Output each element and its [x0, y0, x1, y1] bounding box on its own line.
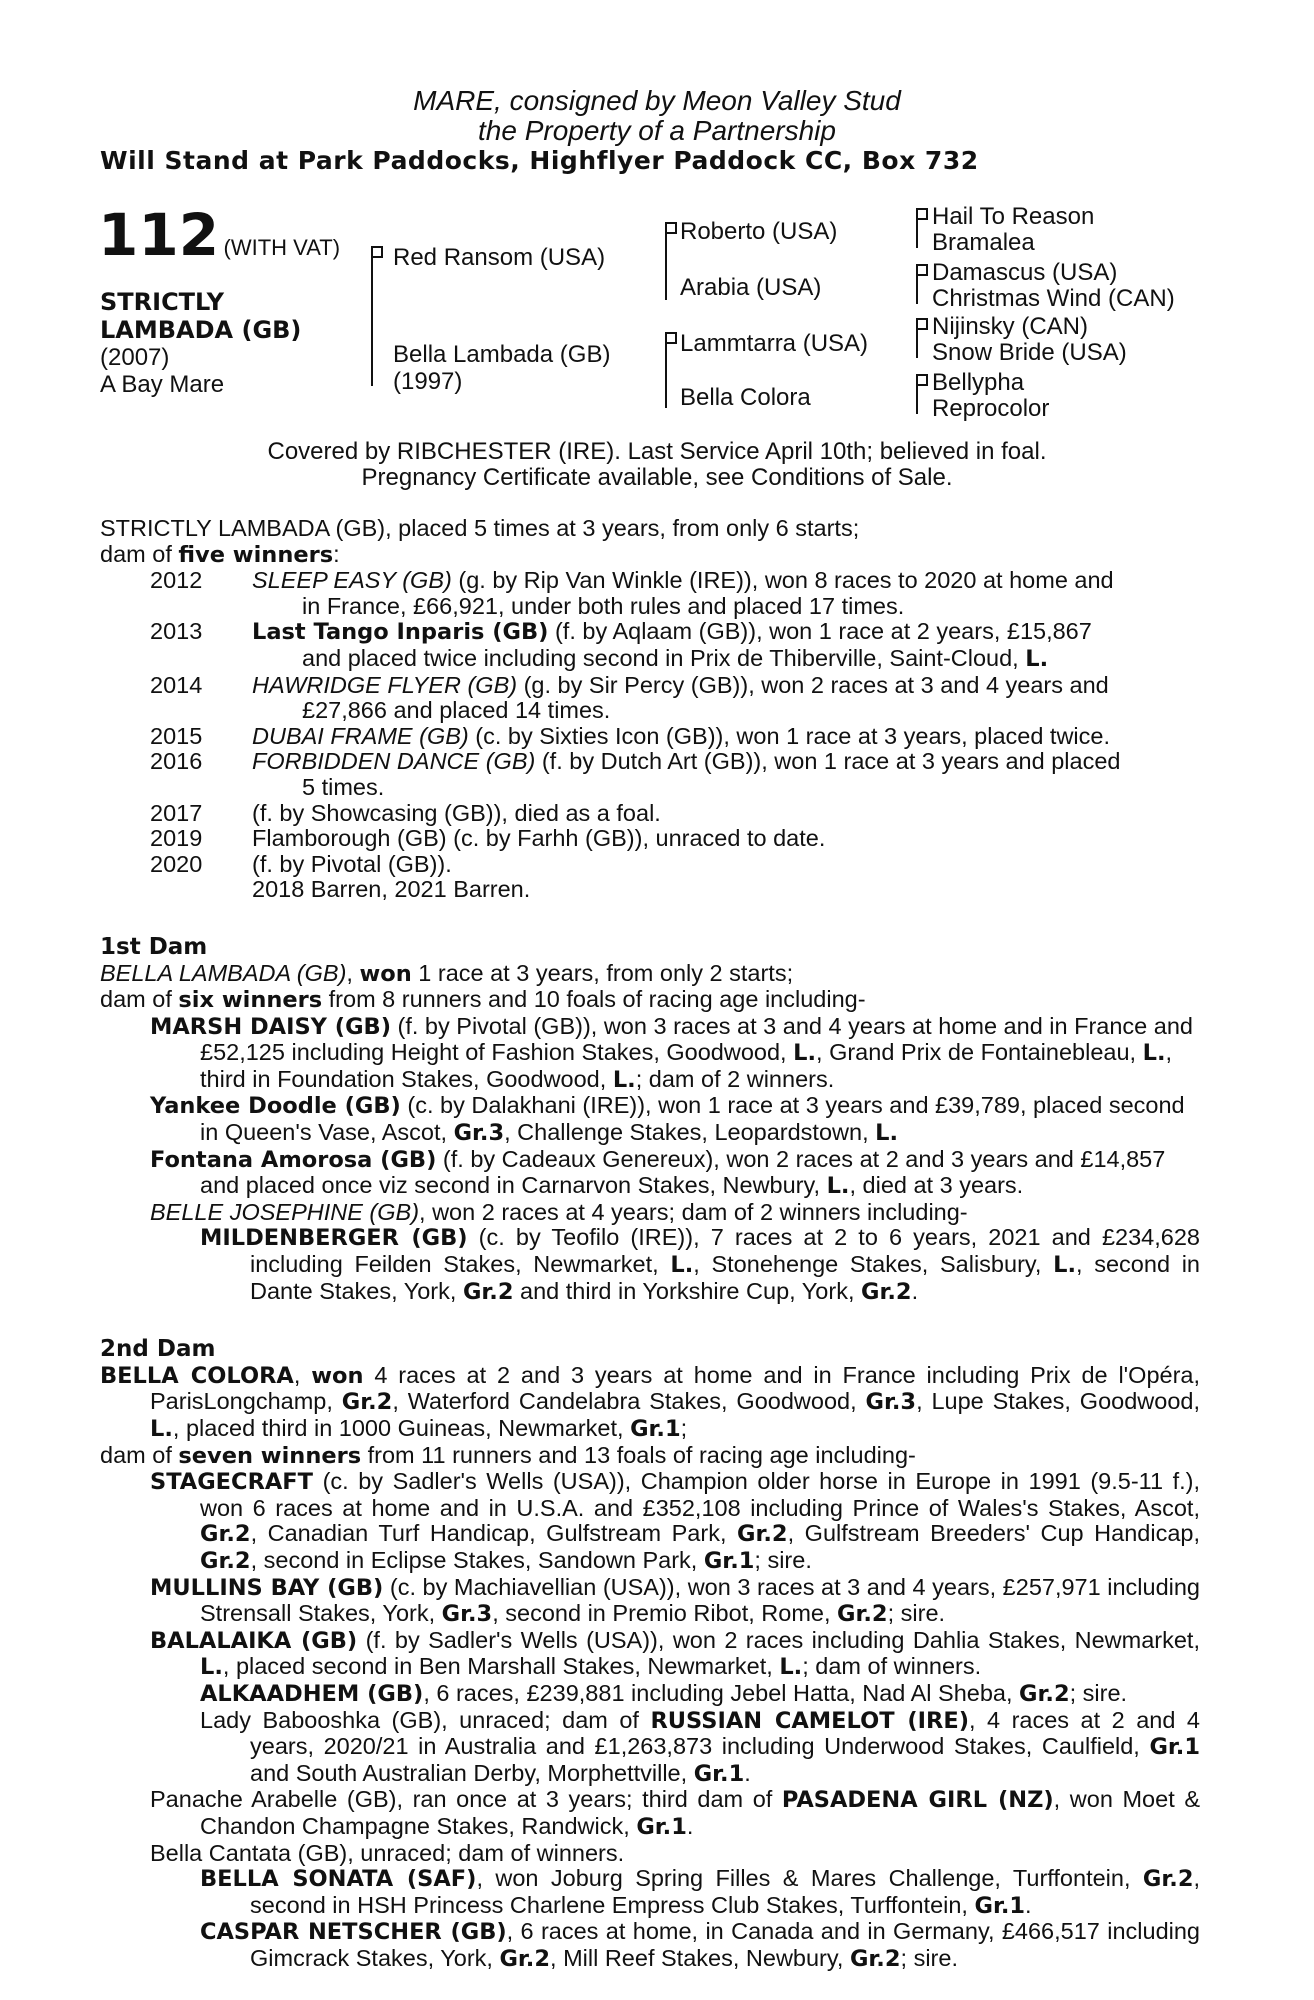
- pedigree-brace-2: [665, 222, 667, 300]
- lot-number: 112: [98, 201, 220, 269]
- sire-sire-dam: Bramalea: [932, 229, 1035, 256]
- pregnancy-line: Pregnancy Certificate available, see Conditions of Sale.: [361, 464, 953, 491]
- progeny-entry: BELLE JOSEPHINE (GB), won 2 races at 4 years; dam of 2 winners including-: [150, 1198, 968, 1225]
- pedigree-brace-7: [916, 374, 918, 414]
- produce-row: 2015 DUBAI FRAME (GB) (c. by Sixties Icon (GB)), won 1 race at 3 years, placed twice.: [150, 722, 1111, 749]
- second-dam-summary: dam of seven winners from 11 runners and 13 foals of racing age including-: [100, 1441, 916, 1469]
- pedigree-brace-5: [916, 264, 918, 304]
- lot-number-block: [98, 201, 341, 269]
- produce-row: 2014 HAWRIDGE FLYER (GB) (g. by Sir Percy (GB)), won 2 races at 3 and 4 years and £27,866 and placed 14 times.: [150, 671, 1109, 724]
- first-dam-line: BELLA LAMBADA (GB), won 1 race at 3 years, from only 2 starts;: [100, 959, 794, 987]
- pedigree-brace-6: [916, 318, 918, 358]
- dam-sire-dam: Snow Bride (USA): [932, 339, 1127, 366]
- produce-row: 2020 (f. by Pivotal (GB)).: [150, 850, 452, 877]
- progeny-entry: MARSH DAISY (GB) (f. by Pivotal (GB)), won 3 races at 3 and 4 years at home and in France and £52,125 including Height of Fashion Stakes, Goodwood, L., Grand Prix de Fontainebleau, L., third in Foundation Stakes, Goodwood, L.; dam of 2 winners.: [150, 1012, 1193, 1093]
- sire-sire-sire: Hail To Reason: [932, 203, 1095, 230]
- vat-label: (WITH VAT): [223, 235, 341, 260]
- progeny-entry: MILDENBERGER (GB) (c. by Teofilo (IRE)), 7 races at 2 to 6 years, 2021 and £234,628 including Feilden Stakes, Newmarket, L., Stonehenge Stakes, Salisbury, L., second in Dante Stakes, York, Gr.2 and third in Yorkshire Cup, York, Gr.2.: [200, 1224, 1201, 1305]
- progeny-entry: Yankee Doodle (GB) (c. by Dalakhani (IRE)), won 1 race at 3 years and £39,789, placed second in Queen's Vase, Ascot, Gr.3, Challenge Stakes, Leopardstown, L.: [150, 1092, 1185, 1147]
- foaling-year: (2007): [100, 344, 170, 371]
- produce-row: 2017 (f. by Showcasing (GB)), died as a foal.: [150, 799, 661, 826]
- covered-line: Covered by RIBCHESTER (IRE). Last Service April 10th; believed in foal.: [267, 438, 1047, 465]
- horse-name-line2: LAMBADA (GB): [100, 316, 302, 344]
- progeny-entry: BALALAIKA (GB) (f. by Sadler's Wells (USA)), won 2 races including Dahlia Stakes, Newmarket, L., placed second in Ben Marshall Stakes, Newmarket, L.; dam of winners.: [150, 1626, 1200, 1681]
- progeny-entry: Lady Babooshka (GB), unraced; dam of RUSSIAN CAMELOT (IRE), 4 races at 2 and 4 years, 2020/21 in Australia and £1,263,873 including Underwood Stakes, Caulfield, Gr.1 and South Australian Derby, Morphettville, Gr.1.: [200, 1706, 1201, 1787]
- produce-row: 2016 FORBIDDEN DANCE (GB) (f. by Dutch Art (GB)), won 1 race at 3 years and placed 5 times.: [150, 748, 1121, 800]
- property-line: the Property of a Partnership: [478, 115, 836, 146]
- consignor-line: MARE, consigned by Meon Valley Stud: [413, 85, 901, 116]
- sire-sire: Roberto (USA): [680, 218, 838, 245]
- progeny-entry: CASPAR NETSCHER (GB), 6 races at home, in Canada and in Germany, £466,517 including Gimcrack Stakes, York, Gr.2, Mill Reef Stakes, Newbury, Gr.2; sire.: [200, 1918, 1200, 1972]
- pedigree-brace-1: [371, 246, 373, 386]
- progeny-entry: MULLINS BAY (GB) (c. by Machiavellian (USA)), won 3 races at 3 and 4 years, £257,971 including Strensall Stakes, York, Gr.3, second in Premio Ribot, Rome, Gr.2; sire.: [150, 1573, 1200, 1628]
- produce-summary: dam of five winners:: [100, 540, 340, 568]
- progeny-entry: Fontana Amorosa (GB) (f. by Cadeaux Genereux), won 2 races at 2 and 3 years and £14,857 and placed once viz second in Carnarvon Stakes, Newbury, L., died at 3 years.: [150, 1145, 1166, 1200]
- produce-row: 2012 SLEEP EASY (GB) (g. by Rip Van Winkle (IRE)), won 8 races to 2020 at home and in France, £66,921, under both rules and placed 17 times.: [150, 567, 1114, 619]
- progeny-entry: ALKAADHEM (GB), 6 races, £239,881 including Jebel Hatta, Nad Al Sheba, Gr.2; sire.: [200, 1679, 1128, 1707]
- produce-row: 2013 Last Tango Inparis (GB) (f. by Aqlaam (GB)), won 1 race at 2 years, £15,867 and placed twice including second in Prix de Thiberville, Saint-Cloud, L.: [150, 618, 1092, 672]
- second-dam-heading: 2nd Dam: [100, 1336, 216, 1363]
- sire-dam-sire: Damascus (USA): [932, 259, 1118, 286]
- sire-dam: Arabia (USA): [680, 274, 822, 301]
- first-dam-summary: dam of six winners from 8 runners and 10 foals of racing age including-: [100, 986, 866, 1014]
- sire-dam-dam: Christmas Wind (CAN): [932, 285, 1175, 312]
- horse-name-line1: STRICTLY: [100, 288, 224, 316]
- progeny-entry: BELLA SONATA (SAF), won Joburg Spring Filles & Mares Challenge, Turffontein, Gr.2, second in HSH Princess Charlene Empress Club Stakes, Turffontein, Gr.1.: [200, 1865, 1201, 1919]
- sire: Red Ransom (USA): [393, 244, 606, 271]
- dam-year: (1997): [393, 368, 463, 395]
- produce-row: 2018 Barren, 2021 Barren.: [252, 876, 531, 903]
- progeny-entry: Panache Arabelle (GB), ran once at 3 years; third dam of PASADENA GIRL (NZ), won Moet & Chandon Champagne Stakes, Randwick, Gr.1.: [150, 1786, 1200, 1840]
- dam-dam: Bella Colora: [680, 384, 811, 411]
- second-dam-line: BELLA COLORA, won 4 races at 2 and 3 years at home and in France including Prix de l'Opéra, ParisLongchamp, Gr.2, Waterford Candelabra Stakes, Goodwood, Gr.3, Lupe Stakes, Goodwood, L., placed third in 1000 Guineas, Newmarket, Gr.1;: [100, 1361, 1201, 1442]
- pedigree-brace-4: [916, 208, 918, 248]
- pedigree-body: [100, 516, 1200, 1972]
- stand-location: Will Stand at Park Paddocks, Highflyer Paddock CC, Box 732: [100, 146, 979, 175]
- dam-dam-sire: Bellypha: [932, 369, 1025, 396]
- pedigree-brace-3: [665, 332, 667, 408]
- progeny-entry: Bella Cantata (GB), unraced; dam of winners.: [150, 1839, 625, 1866]
- first-dam-heading: 1st Dam: [100, 933, 208, 960]
- dam-sire: Lammtarra (USA): [680, 330, 869, 357]
- progeny-entry: STAGECRAFT (c. by Sadler's Wells (USA)), Champion older horse in Europe in 1991 (9.5-11 f.), won 6 races at home and in U.S.A. and £352,108 including Prince of Wales's Stakes, Ascot, Gr.2, Canadian Turf Handicap, Gulfstream Park, Gr.2, Gulfstream Breeders' Cup Handicap, Gr.2, second in Eclipse Stakes, Sandown Park, Gr.1; sire.: [150, 1468, 1200, 1574]
- produce-intro: STRICTLY LAMBADA (GB), placed 5 times at 3 years, from only 6 starts;: [100, 515, 860, 541]
- horse-description: A Bay Mare: [100, 371, 225, 398]
- dam-sire-sire: Nijinsky (CAN): [932, 313, 1088, 340]
- dam-dam-dam: Reprocolor: [932, 395, 1050, 422]
- dam: Bella Lambada (GB): [393, 341, 611, 368]
- produce-row: 2019 Flamborough (GB) (c. by Farhh (GB)), unraced to date.: [150, 825, 826, 852]
